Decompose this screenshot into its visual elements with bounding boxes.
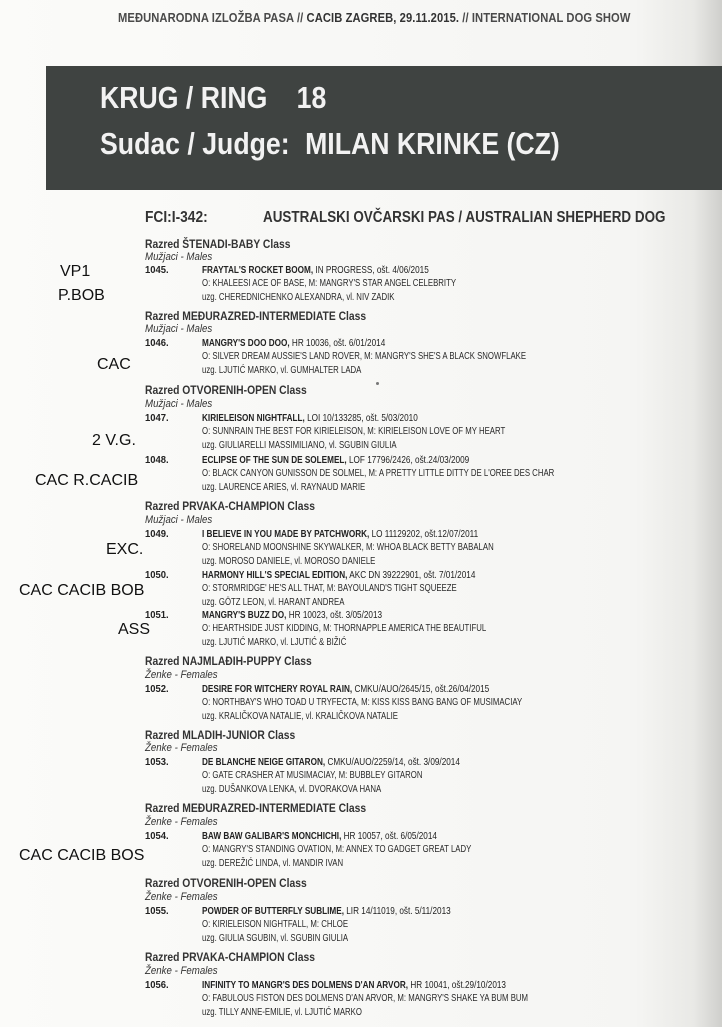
class-heading: Razred PRVAKA-CHAMPION Class <box>145 950 315 964</box>
result-annotation: CAC CACIB BOS <box>19 847 145 864</box>
ring-banner <box>46 66 722 190</box>
judge-line <box>100 126 560 162</box>
entry-number: 1045. <box>145 264 169 276</box>
entry-owner: uzg. TILLY ANNE-EMILIE, vl. LJUTIĆ MARKO <box>202 1007 362 1018</box>
entry-name: FRAYTAL'S ROCKET BOOM, IN PROGRESS, ošt. 4/06/2015 <box>202 264 429 276</box>
entry-parents: O: SHORELAND MOONSHINE SKYWALKER, M: WHOA BLACK BETTY BABALAN <box>202 542 494 553</box>
result-annotation: CAC CACIB BOB <box>19 582 145 599</box>
fci-number: FCI:I-342: <box>145 209 208 226</box>
entry-number: 1055. <box>145 905 169 917</box>
sex-heading: Ženke - Females <box>145 965 218 977</box>
result-annotation: 2 V.G. <box>92 432 136 449</box>
entry-parents: O: BLACK CANYON GUNISSON DE SOLMEL, M: A PRETTY LITTLE DITTY DE L'OREE DES CHAR <box>202 468 555 479</box>
entry-parents: O: GATE CRASHER AT MUSIMACIAY, M: BUBBLEY GITARON <box>202 770 423 781</box>
breed-name: AUSTRALSKI OVČARSKI PAS / AUSTRALIAN SHEPHERD DOG <box>263 209 666 226</box>
entry-owner: uzg. DUŠANKOVA LENKA, vl. DVORAKOVA HANA <box>202 784 382 795</box>
sex-heading: Ženke - Females <box>145 742 218 754</box>
show-header-left: MEĐUNARODNA IZLOŽBA PASA // <box>118 10 304 25</box>
entry-name: MANGRY'S DOO DOO, HR 10036, ošt. 6/01/2014 <box>202 337 386 349</box>
result-annotation: EXC. <box>106 541 144 558</box>
sex-heading: Ženke - Females <box>145 816 218 828</box>
class-heading: Razred OTVORENIH-OPEN Class <box>145 383 307 397</box>
show-header-right: // INTERNATIONAL DOG SHOW <box>462 10 631 25</box>
entry-name: KIRIELEISON NIGHTFALL, LOI 10/133285, ošt. 5/03/2010 <box>202 412 418 424</box>
sex-heading: Mužjaci - Males <box>145 398 213 410</box>
sex-heading: Ženke - Females <box>145 669 218 681</box>
result-annotation: P.BOB <box>58 287 105 304</box>
ring-number: 18 <box>296 80 327 115</box>
entry-parents: O: MANGRY'S STANDING OVATION, M: ANNEX TO GADGET GREAT LADY <box>202 844 472 855</box>
result-annotation: CAC <box>97 356 131 373</box>
entry-name: POWDER OF BUTTERFLY SUBLIME, LIR 14/11019, ošt. 5/11/2013 <box>202 905 451 917</box>
entry-parents: O: SUNNRAIN THE BEST FOR KIRIELEISON, M: KIRIELEISON LOVE OF MY HEART <box>202 426 506 437</box>
show-header <box>118 10 630 25</box>
entry-name: DESIRE FOR WITCHERY ROYAL RAIN, CMKU/AUO/2645/15, ošt.26/04/2015 <box>202 683 490 695</box>
class-heading: Razred MEĐURAZRED-INTERMEDIATE Class <box>145 801 367 815</box>
entry-number: 1052. <box>145 683 169 695</box>
entry-parents: O: KIRIELEISON NIGHTFALL, M: CHLOE <box>202 919 349 930</box>
entry-number: 1046. <box>145 337 169 349</box>
entry-parents: O: NORTHBAY'S WHO TOAD U TRYFECTA, M: KISS KISS BANG BANG OF MUSIMACIAY <box>202 697 523 708</box>
entry-name: I BELIEVE IN YOU MADE BY PATCHWORK, LO 11129202, ošt.12/07/2011 <box>202 528 479 540</box>
entry-number: 1049. <box>145 528 169 540</box>
entry-number: 1051. <box>145 609 169 621</box>
sex-heading: Mužjaci - Males <box>145 251 213 263</box>
entry-name: MANGRY'S BUZZ DO, HR 10023, ošt. 3/05/2013 <box>202 609 383 621</box>
entry-owner: uzg. DEREŽIĆ LINDA, vl. MANDIR IVAN <box>202 858 344 869</box>
judge-label: Sudac / Judge: <box>100 126 290 161</box>
entry-owner: uzg. LJUTIĆ MARKO, vl. LJUTIĆ & BIŽIĆ <box>202 637 347 648</box>
entry-owner: uzg. CHEREDNICHENKO ALEXANDRA, vl. NIV ZADIK <box>202 292 395 303</box>
entry-number: 1050. <box>145 569 169 581</box>
entry-name: DE BLANCHE NEIGE GITARON, CMKU/AUO/2259/14, ošt. 3/09/2014 <box>202 756 460 768</box>
entry-number: 1047. <box>145 412 169 424</box>
entry-owner: uzg. GIULIARELLI MASSIMILIANO, vl. SGUBIN GIULIA <box>202 440 397 451</box>
entry-owner: uzg. GÖTZ LEON, vl. HARANT ANDREA <box>202 597 345 608</box>
result-annotation: VP1 <box>60 263 91 280</box>
entry-owner: uzg. LJUTIĆ MARKO, vl. GUMHALTER LADA <box>202 365 362 376</box>
show-header-event: CACIB ZAGREB, 29.11.2015. <box>306 10 460 25</box>
class-heading: Razred MLADIH-JUNIOR Class <box>145 728 296 742</box>
class-heading: Razred ŠTENADI-BABY Class <box>145 237 291 251</box>
entry-name: ECLIPSE OF THE SUN DE SOLEMEL, LOF 17796/2426, ošt.24/03/2009 <box>202 454 470 466</box>
class-heading: Razred MEĐURAZRED-INTERMEDIATE Class <box>145 309 367 323</box>
entry-owner: uzg. GIULIA SGUBIN, vl. SGUBIN GIULIA <box>202 933 349 944</box>
entry-owner: uzg. KRALIČKOVA NATALIE, vl. KRALIČKOVA NATALIE <box>202 711 398 722</box>
result-annotation: ASS <box>118 621 151 638</box>
entry-owner: uzg. LAURENCE ARIES, vl. RAYNAUD MARIE <box>202 482 366 493</box>
entry-parents: O: SILVER DREAM AUSSIE'S LAND ROVER, M: MANGRY'S SHE'S A BLACK SNOWFLAKE <box>202 351 527 362</box>
entry-number: 1053. <box>145 756 169 768</box>
ring-line <box>100 80 326 116</box>
class-heading: Razred PRVAKA-CHAMPION Class <box>145 499 315 513</box>
entry-name: BAW BAW GALIBAR'S MONCHICHI, HR 10057, ošt. 6/05/2014 <box>202 830 437 842</box>
sex-heading: Ženke - Females <box>145 891 218 903</box>
result-annotation: CAC R.CACIB <box>35 472 139 489</box>
sex-heading: Mužjaci - Males <box>145 323 213 335</box>
entry-parents: O: KHALEESI ACE OF BASE, M: MANGRY'S STAR ANGEL CELEBRITY <box>202 278 457 289</box>
entry-name: HARMONY HILL'S SPECIAL EDITION, AKC DN 39222901, ošt. 7/01/2014 <box>202 569 476 581</box>
print-speck <box>376 382 379 385</box>
entry-parents: O: STORMRIDGE' HE'S ALL THAT, M: BAYOULAND'S TIGHT SQUEEZE <box>202 583 457 594</box>
entry-number: 1054. <box>145 830 169 842</box>
entry-number: 1048. <box>145 454 169 466</box>
class-heading: Razred OTVORENIH-OPEN Class <box>145 876 307 890</box>
entry-owner: uzg. MOROSO DANIELE, vl. MOROSO DANIELE <box>202 556 376 567</box>
sex-heading: Mužjaci - Males <box>145 514 213 526</box>
judge-name: MILAN KRINKE (CZ) <box>305 126 560 161</box>
entry-parents: O: HEARTHSIDE JUST KIDDING, M: THORNAPPLE AMERICA THE BEAUTIFUL <box>202 623 487 634</box>
ring-label: KRUG / RING <box>100 80 268 115</box>
entry-name: INFINITY TO MANGR'S DES DOLMENS D'AN ARVOR, HR 10041, ošt.29/10/2013 <box>202 979 506 991</box>
class-heading: Razred NAJMLAĐIH-PUPPY Class <box>145 654 312 668</box>
entry-number: 1056. <box>145 979 169 991</box>
entry-parents: O: FABULOUS FISTON DES DOLMENS D'AN ARVOR, M: MANGRY'S SHAKE YA BUM BUM <box>202 993 529 1004</box>
